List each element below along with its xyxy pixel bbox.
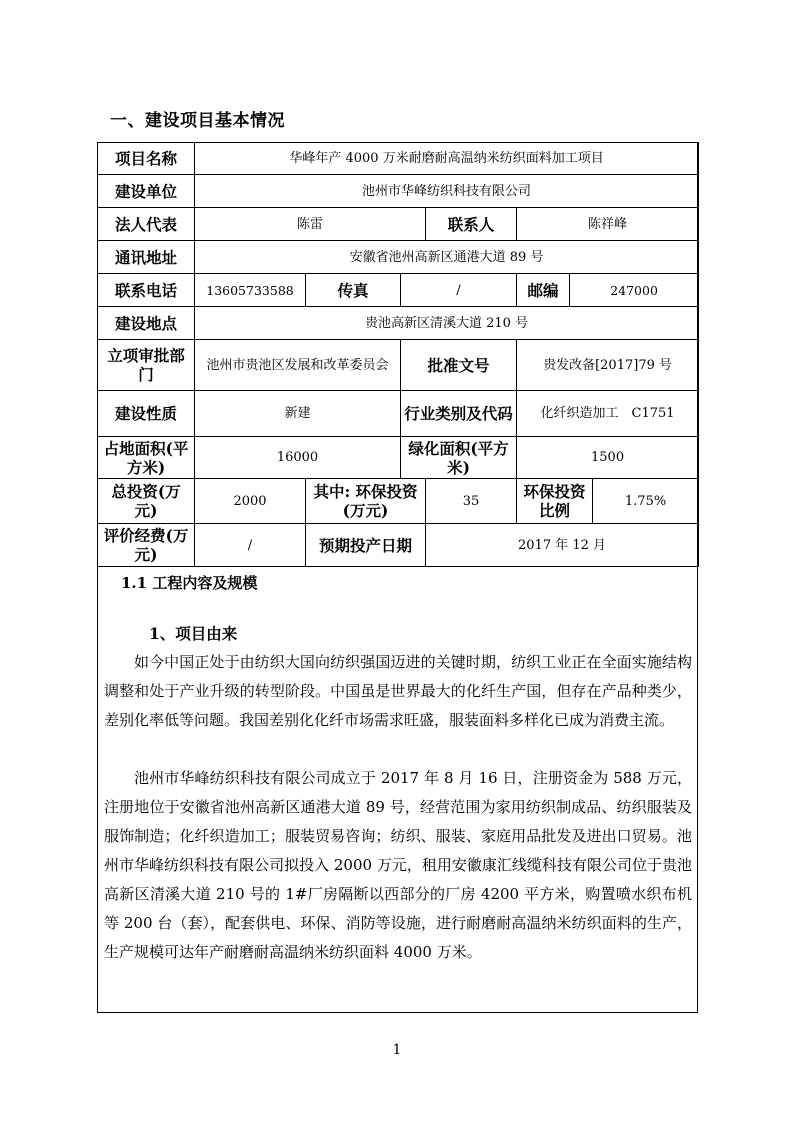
site-value: 贵池高新区清溪大道 210 号 xyxy=(195,307,699,340)
paragraph-1: 如今中国正处于由纺织大国向纺织强国迈进的关键时期，纺织工业正在全面实施结构调整和处于产业升级的转型阶段。中国虽是世界最大的化纤生产国，但存在产品种类少，差别化率低等问题。我国差别化化纤市场需求旺盛，服装面料多样化已成为消费主流。 xyxy=(104,653,692,729)
production-date-label: 预期投产日期 xyxy=(306,524,426,567)
legal-rep-label: 法人代表 xyxy=(98,208,195,241)
env-investment-value: 35 xyxy=(426,479,517,524)
subsection-title: 1.1 工程内容及规模 xyxy=(121,574,258,592)
green-area-value: 1500 xyxy=(517,437,699,479)
phone-value: 13605733588 xyxy=(195,274,306,307)
approval-dept-label: 立项审批部门 xyxy=(98,340,195,391)
production-date-value: 2017 年 12 月 xyxy=(426,524,699,567)
industry-value: 化纤织造加工 C1751 xyxy=(517,391,699,437)
approval-dept-value: 池州市贵池区发展和改革委员会 xyxy=(195,340,401,391)
approval-no-value: 贵发改备[2017]79 号 xyxy=(517,340,699,391)
contact-value: 陈祥峰 xyxy=(517,208,699,241)
project-name-value: 华峰年产 4000 万米耐磨耐高温纳米纺织面料加工项目 xyxy=(195,143,699,175)
green-area-label: 绿化面积(平方米) xyxy=(401,437,517,479)
subsection-heading: 1、项目由来 xyxy=(149,624,238,643)
env-investment-label: 其中: 环保投资(万元) xyxy=(306,479,426,524)
nature-label: 建设性质 xyxy=(98,391,195,437)
area-value: 16000 xyxy=(195,437,401,479)
nature-value: 新建 xyxy=(195,391,401,437)
env-ratio-label: 环保投资比例 xyxy=(517,479,593,524)
fax-label: 传真 xyxy=(306,274,401,307)
unit-value: 池州市华峰纺织科技有限公司 xyxy=(195,175,699,208)
project-info-table xyxy=(97,142,699,567)
approval-no-label: 批准文号 xyxy=(401,340,517,391)
eval-fee-label: 评价经费(万元) xyxy=(98,524,195,567)
paragraph-2: 池州市华峰纺织科技有限公司成立于 2017 年 8 月 16 日，注册资金为 588 万元，注册地位于安徽省池州高新区通港大道 89 号，经营范围为家用纺织制成品、纺织服装及服饰制造；化纤织造加工；服装贸易咨询；纺织、服装、家庭用品批发及进出口贸易。池州市华峰纺织科技有限公司拟投入 2000 万元，租用安徽康汇线缆科技有限公司位于贵池高新区清溪大道 210 号的 1#厂房隔断以西部分的厂房 4200 平方米，购置喷水织布机等 200 台（套），配套供电、环保、消防等设施，进行耐磨耐高温纳米纺织面料的生产，生产规模可达年产耐磨耐高温纳米纺织面料 4000 万米。 xyxy=(104,769,692,961)
site-label: 建设地点 xyxy=(98,307,195,340)
eval-fee-value: / xyxy=(195,524,306,567)
legal-rep-value: 陈雷 xyxy=(195,208,426,241)
investment-value: 2000 xyxy=(195,479,306,524)
page-number: 1 xyxy=(392,1042,402,1058)
fax-value: / xyxy=(401,274,517,307)
unit-label: 建设单位 xyxy=(98,175,195,208)
area-label: 占地面积(平方米) xyxy=(98,437,195,479)
address-value: 安徽省池州高新区通港大道 89 号 xyxy=(195,241,699,274)
project-name-label: 项目名称 xyxy=(98,143,195,175)
phone-label: 联系电话 xyxy=(98,274,195,307)
postcode-label: 邮编 xyxy=(517,274,570,307)
industry-label: 行业类别及代码 xyxy=(401,391,517,437)
investment-label: 总投资(万元) xyxy=(98,479,195,524)
section-heading: 一、建设项目基本情况 xyxy=(110,111,285,131)
address-label: 通讯地址 xyxy=(98,241,195,274)
env-ratio-value: 1.75% xyxy=(593,479,699,524)
postcode-value: 247000 xyxy=(570,274,699,307)
contact-label: 联系人 xyxy=(426,208,517,241)
